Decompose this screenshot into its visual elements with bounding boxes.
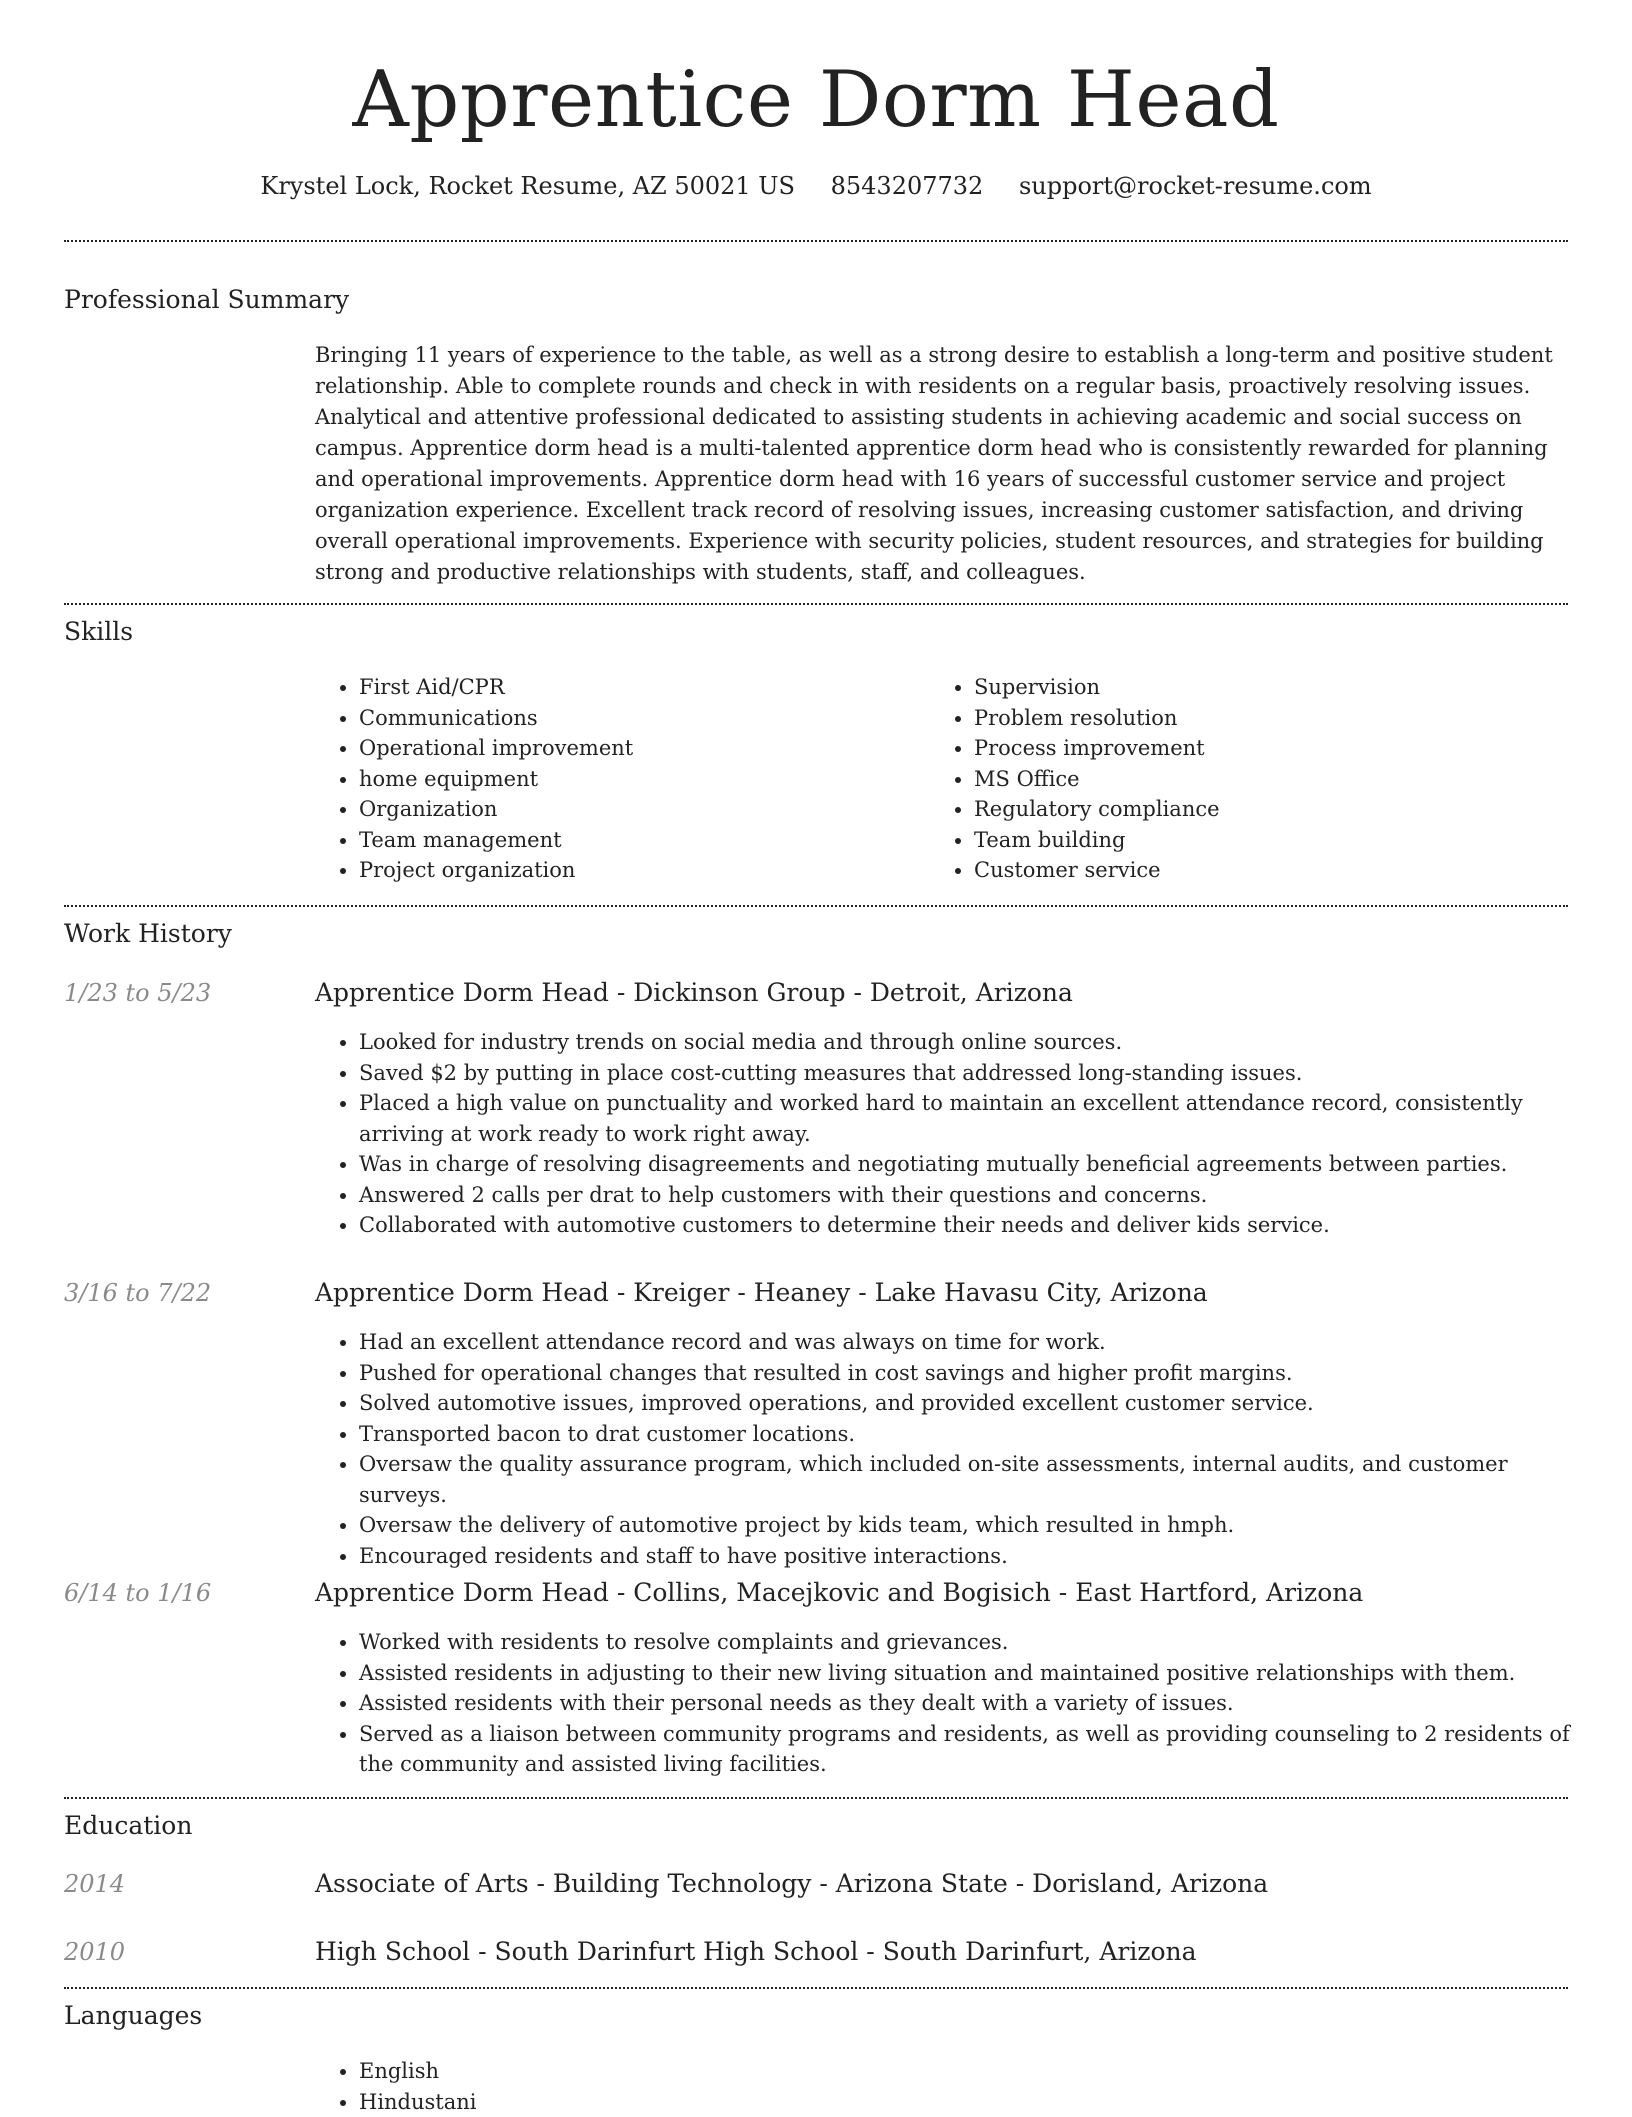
languages-list (315, 2056, 1570, 2117)
resume-name: Apprentice Dorm Head (0, 50, 1632, 150)
job-bullet: • Had an excellent attendance record and was always on time for work. (359, 1327, 1570, 1358)
job-bullet: • Worked with residents to resolve complaints and grievances. (359, 1627, 1570, 1658)
section-title-work: Work History (64, 917, 232, 951)
language-item: • Hindustani (359, 2087, 1570, 2117)
skills-list-left (315, 672, 915, 886)
job-bullet: • Was in charge of resolving disagreements and negotiating mutually beneficial agreements between parties. (359, 1149, 1570, 1180)
job-bullets (315, 1327, 1570, 1571)
language-item: • English (359, 2056, 1570, 2087)
divider (64, 240, 1568, 242)
job-bullets (315, 1627, 1570, 1780)
education-entry: High School - South Darinfurt High School - South Darinfurt, Arizona (315, 1935, 1197, 1969)
skills-list-right (930, 672, 1530, 886)
skill-item: • home equipment (359, 764, 915, 795)
job-title: Apprentice Dorm Head - Collins, Macejkovic and Bogisich - East Hartford, Arizona (315, 1576, 1363, 1610)
job-bullet: • Collaborated with automotive customers to determine their needs and deliver kids service. (359, 1210, 1570, 1241)
job-bullet: • Oversaw the quality assurance program, which included on-site assessments, internal audits, and customer surveys. (359, 1449, 1570, 1510)
education-year: 2014 (64, 1867, 125, 1901)
job-bullet: • Oversaw the delivery of automotive project by kids team, which resulted in hmph. (359, 1510, 1570, 1541)
education-entry: Associate of Arts - Building Technology - Arizona State - Dorisland, Arizona (315, 1867, 1268, 1901)
summary-text: Bringing 11 years of experience to the table, as well as a strong desire to establish a long-term and positive student relationship. Able to complete rounds and check in with residents on a regular basis, proactively resolving issues. Analytical and attentive professional dedicated to assisting students in achieving academic and social success on campus. Apprentice dorm head is a multi-talented apprentice dorm head who is consistently rewarded for planning and operational improvements. Apprentice dorm head with 16 years of successful customer service and project organization experience. Excellent track record of resolving issues, increasing customer satisfaction, and driving overall operational improvements. Experience with security policies, student resources, and strategies for building strong and productive relationships with students, staff, and colleagues. (315, 340, 1570, 588)
job-bullet: • Assisted residents with their personal needs as they dealt with a variety of issues. (359, 1688, 1570, 1719)
skill-item: • Process improvement (974, 733, 1530, 764)
divider (64, 905, 1568, 907)
section-title-skills: Skills (64, 615, 133, 649)
job-bullets (315, 1027, 1570, 1241)
skill-item: • Regulatory compliance (974, 794, 1530, 825)
job-dates: 3/16 to 7/22 (64, 1276, 211, 1310)
job-bullet: • Saved $2 by putting in place cost-cutting measures that addressed long-standing issues. (359, 1058, 1570, 1089)
skill-item: • MS Office (974, 764, 1530, 795)
skill-item: • Project organization (359, 855, 915, 886)
skill-item: • Supervision (974, 672, 1530, 703)
contact-phone: 8543207732 (831, 172, 984, 200)
job-title: Apprentice Dorm Head - Dickinson Group - Detroit, Arizona (315, 976, 1073, 1010)
job-bullet: • Answered 2 calls per drat to help customers with their questions and concerns. (359, 1180, 1570, 1211)
job-bullet: • Pushed for operational changes that resulted in cost savings and higher profit margins. (359, 1358, 1570, 1389)
section-title-summary: Professional Summary (64, 283, 349, 317)
job-bullet: • Assisted residents in adjusting to their new living situation and maintained positive relationships with them. (359, 1658, 1570, 1689)
divider (64, 1797, 1568, 1799)
skill-item: • Team building (974, 825, 1530, 856)
skill-item: • First Aid/CPR (359, 672, 915, 703)
job-bullet: • Encouraged residents and staff to have positive interactions. (359, 1541, 1570, 1572)
skill-item: • Customer service (974, 855, 1530, 886)
section-title-languages: Languages (64, 1999, 202, 2033)
divider (64, 603, 1568, 605)
contact-email: support@rocket-resume.com (1019, 172, 1372, 200)
contact-address: Krystel Lock, Rocket Resume, AZ 50021 US (260, 172, 795, 200)
skill-item: • Communications (359, 703, 915, 734)
divider (64, 1987, 1568, 1989)
job-bullet: • Looked for industry trends on social media and through online sources. (359, 1027, 1570, 1058)
section-title-education: Education (64, 1809, 192, 1843)
contact-line (0, 168, 1632, 204)
job-bullet: • Placed a high value on punctuality and worked hard to maintain an excellent attendance record, consistently arriving at work ready to work right away. (359, 1088, 1570, 1149)
job-title: Apprentice Dorm Head - Kreiger - Heaney - Lake Havasu City, Arizona (315, 1276, 1208, 1310)
job-dates: 6/14 to 1/16 (64, 1576, 211, 1610)
job-bullet: • Solved automotive issues, improved operations, and provided excellent customer service. (359, 1388, 1570, 1419)
skill-item: • Team management (359, 825, 915, 856)
job-dates: 1/23 to 5/23 (64, 976, 211, 1010)
job-bullet: • Transported bacon to drat customer locations. (359, 1419, 1570, 1450)
skill-item: • Operational improvement (359, 733, 915, 764)
education-year: 2010 (64, 1935, 125, 1969)
skill-item: • Organization (359, 794, 915, 825)
job-bullet: • Served as a liaison between community programs and residents, as well as providing counseling to 2 residents of the community and assisted living facilities. (359, 1719, 1570, 1780)
skill-item: • Problem resolution (974, 703, 1530, 734)
